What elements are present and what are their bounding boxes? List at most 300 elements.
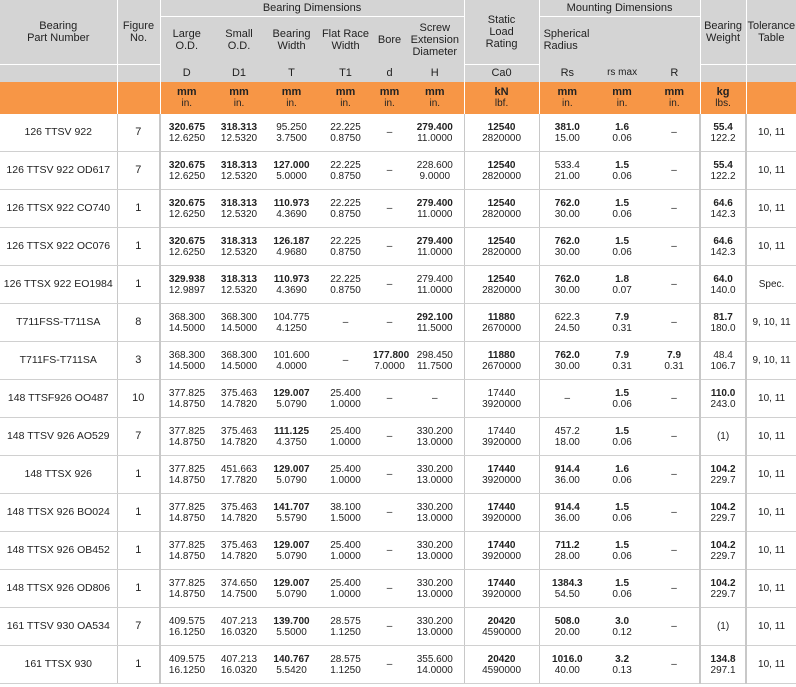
cell-weight — [700, 456, 746, 494]
value-metric: 28.575 — [330, 653, 361, 665]
cell-screw-ext-dia — [406, 608, 464, 646]
cell-bore — [373, 456, 406, 494]
value-imperial: 18.00 — [554, 436, 580, 448]
cell-bearing-width — [265, 456, 318, 494]
cell-flat-race-width — [318, 114, 373, 152]
value-imperial: 229.7 — [710, 550, 736, 562]
value-metric: 377.825 — [168, 501, 206, 513]
value-imperial: 0.8750 — [330, 246, 361, 258]
cell-small-od — [213, 532, 265, 570]
cell-figure-no: 7 — [117, 418, 160, 456]
table-body — [0, 114, 796, 684]
value-metric: 129.007 — [273, 387, 310, 399]
value-imperial: 40.00 — [554, 664, 580, 676]
value-metric: 17440 — [487, 539, 516, 551]
value-metric: 381.0 — [554, 121, 580, 133]
cell-bore — [373, 342, 410, 380]
cell-figure-no: 7 — [117, 114, 160, 152]
cell-rs-max — [595, 646, 649, 684]
cell-flat-race-width — [318, 228, 373, 266]
value-metric: 377.825 — [168, 577, 206, 589]
cell-large-od — [160, 570, 213, 608]
cell-part-number: 161 TTSX 930 — [0, 646, 117, 684]
cell-flat-race-width — [318, 304, 373, 342]
value-imperial: 17.7820 — [220, 474, 258, 486]
cell-bore — [373, 304, 406, 342]
cell-static-load — [464, 494, 539, 532]
symbol-Ca0: Ca0 — [464, 64, 539, 82]
value-imperial: 229.7 — [710, 512, 736, 524]
cell-bearing-width — [265, 418, 318, 456]
cell-rs-max — [595, 304, 649, 342]
cell-screw-ext-dia — [406, 190, 464, 228]
value-imperial: 4.1250 — [276, 322, 307, 334]
cell-part-number: 148 TTSV 926 AO529 — [0, 418, 117, 456]
cell-tolerance-table: 9, 10, 11 — [746, 304, 796, 342]
cell-static-load — [464, 152, 539, 190]
cell-spherical-radius — [539, 190, 595, 228]
value-imperial: 243.0 — [710, 398, 736, 410]
value-imperial: 3920000 — [482, 512, 522, 524]
cell-figure-no: 7 — [117, 608, 160, 646]
value-imperial: 16.1250 — [168, 626, 206, 638]
value-imperial: 12.5320 — [220, 170, 258, 182]
value-imperial: 14.5000 — [168, 360, 206, 372]
value-imperial: 3920000 — [482, 436, 522, 448]
value-metric: 7.9 — [667, 349, 682, 361]
cell-weight — [700, 418, 746, 456]
header-small-od: Small O.D. — [213, 16, 265, 64]
value-metric: 1.5 — [615, 235, 630, 247]
value-metric: 407.213 — [220, 653, 258, 665]
value-metric: 375.463 — [220, 387, 258, 399]
cell-rs-max — [595, 532, 649, 570]
cell-bore — [373, 190, 406, 228]
header-blank-2 — [649, 16, 700, 64]
cell-large-od — [160, 228, 213, 266]
cell-spherical-radius — [539, 456, 595, 494]
value-metric: 129.007 — [273, 463, 310, 475]
value-metric: 111.125 — [273, 425, 310, 437]
units-d: mm in. — [373, 82, 406, 114]
cell-screw-ext-dia — [406, 266, 464, 304]
cell-flat-race-width — [318, 380, 373, 418]
value-metric: – — [386, 659, 393, 670]
cell-spherical-radius — [539, 304, 595, 342]
value-imperial: 5.5420 — [276, 664, 307, 676]
value-imperial: 0.06 — [612, 398, 632, 410]
value-imperial: 24.50 — [554, 322, 580, 334]
value-metric: 508.0 — [554, 615, 580, 627]
cell-flat-race-width — [318, 418, 373, 456]
value-metric: – — [386, 165, 393, 176]
header-group-mounting-dimensions: Mounting Dimensions — [539, 0, 700, 16]
cell-large-od — [160, 494, 213, 532]
cell-small-od — [213, 608, 265, 646]
value-metric: 762.0 — [554, 273, 580, 285]
cell-rs-max — [595, 266, 649, 304]
value-metric: 55.4 — [713, 159, 733, 171]
cell-flat-race-width — [318, 494, 373, 532]
value-metric: – — [386, 203, 393, 214]
cell-flat-race-width — [318, 342, 373, 380]
cell-r — [649, 646, 700, 684]
value-imperial: 2820000 — [482, 246, 522, 258]
value-metric: 25.400 — [330, 539, 361, 551]
cell-static-load — [464, 342, 539, 380]
cell-large-od — [160, 418, 213, 456]
value-imperial: 13.0000 — [416, 626, 453, 638]
cell-weight — [700, 152, 746, 190]
header-group-bearing-dimensions: Bearing Dimensions — [160, 0, 464, 16]
value-imperial: 5.0000 — [276, 170, 307, 182]
value-imperial: 14.5000 — [220, 322, 258, 334]
symbol-blank-4 — [746, 64, 796, 82]
cell-weight — [700, 532, 746, 570]
value-imperial: 4.9680 — [276, 246, 307, 258]
value-imperial: 13.0000 — [416, 474, 453, 486]
value-imperial: 5.5790 — [276, 512, 307, 524]
cell-weight — [700, 494, 746, 532]
value-metric: 12540 — [487, 197, 516, 209]
symbol-rs-max: rs max — [595, 64, 649, 82]
value-metric: 25.400 — [330, 387, 361, 399]
value-imperial: 0.12 — [612, 626, 632, 638]
value-imperial: 3920000 — [482, 474, 522, 486]
value-imperial: 1.0000 — [330, 436, 361, 448]
value-imperial: 30.00 — [554, 360, 580, 372]
units-R: mm in. — [649, 82, 700, 114]
cell-large-od — [160, 342, 213, 380]
value-imperial: 4.3750 — [276, 436, 307, 448]
cell-spherical-radius — [539, 570, 595, 608]
value-metric: 110.0 — [710, 387, 736, 399]
value-imperial: 21.00 — [554, 170, 580, 182]
cell-screw-ext-dia — [406, 646, 464, 684]
units-D1: mm in. — [213, 82, 265, 114]
value-metric: 22.225 — [330, 121, 361, 133]
value-metric: 533.4 — [554, 159, 580, 171]
cell-bore — [373, 152, 406, 190]
cell-screw-ext-dia — [406, 570, 464, 608]
value-metric: 127.000 — [273, 159, 310, 171]
value-imperial: 180.0 — [710, 322, 736, 334]
cell-weight — [700, 608, 746, 646]
cell-figure-no: 10 — [117, 380, 160, 418]
cell-flat-race-width — [318, 646, 373, 684]
value-metric: 407.213 — [220, 615, 258, 627]
value-metric: 129.007 — [273, 577, 310, 589]
value-metric: – — [671, 393, 677, 404]
cell-rs-max — [595, 418, 649, 456]
cell-weight — [700, 646, 746, 684]
symbol-blank-1 — [0, 64, 117, 82]
value-metric: 64.6 — [713, 197, 733, 209]
value-metric: 914.4 — [554, 463, 580, 475]
value-imperial: 0.31 — [612, 360, 632, 372]
value-metric: 318.313 — [220, 159, 258, 171]
value-metric: 622.3 — [554, 311, 580, 323]
cell-tolerance-table: Spec. — [746, 266, 796, 304]
value-metric: – — [671, 621, 677, 632]
cell-weight — [700, 380, 746, 418]
value-imperial: 0.8750 — [330, 208, 361, 220]
cell-rs-max — [595, 114, 649, 152]
cell-tolerance-table: 10, 11 — [746, 380, 796, 418]
value-imperial: 140.0 — [710, 284, 736, 296]
value-metric: 64.0 — [713, 273, 733, 285]
value-imperial: 15.00 — [554, 132, 580, 144]
units-row — [0, 82, 796, 114]
value-imperial: 9.0000 — [419, 170, 451, 182]
cell-tolerance-table: 10, 11 — [746, 494, 796, 532]
cell-r — [649, 114, 700, 152]
value-imperial: 14.8750 — [168, 398, 206, 410]
cell-tolerance-table: 10, 11 — [746, 570, 796, 608]
cell-part-number: 148 TTSX 926 OB452 — [0, 532, 117, 570]
cell-part-number: 126 TTSV 922 OD617 — [0, 152, 117, 190]
value-imperial: 3920000 — [482, 398, 522, 410]
value-imperial: 12.9897 — [168, 284, 206, 296]
value-metric: 101.600 — [273, 349, 310, 361]
value-imperial: 0.06 — [612, 512, 632, 524]
value-metric: 377.825 — [168, 387, 206, 399]
cell-bore — [373, 646, 406, 684]
cell-screw-ext-dia — [406, 494, 464, 532]
value-metric: 457.2 — [554, 425, 580, 437]
cell-tolerance-table: 10, 11 — [746, 646, 796, 684]
cell-bearing-width — [265, 494, 318, 532]
value-metric: 12540 — [487, 235, 516, 247]
cell-part-number: 161 TTSV 930 OA534 — [0, 608, 117, 646]
value-imperial: 14.0000 — [416, 664, 453, 676]
cell-small-od — [213, 152, 265, 190]
cell-screw-ext-dia — [406, 152, 464, 190]
value-imperial: 14.8750 — [168, 512, 206, 524]
value-imperial: 30.00 — [554, 284, 580, 296]
value-metric: 22.225 — [330, 159, 361, 171]
value-imperial: 1.5000 — [330, 512, 361, 524]
units-rs-max: mm in. — [595, 82, 649, 114]
cell-bore — [373, 418, 406, 456]
symbol-d: d — [373, 64, 406, 82]
value-imperial: 122.2 — [710, 170, 736, 182]
value-metric: 64.6 — [713, 235, 733, 247]
value-imperial: 12.5320 — [220, 132, 258, 144]
value-imperial: 0.06 — [612, 208, 632, 220]
value-metric: 22.225 — [330, 197, 361, 209]
cell-large-od — [160, 532, 213, 570]
value-metric: – — [671, 165, 677, 176]
cell-bore — [373, 494, 406, 532]
cell-weight — [700, 342, 746, 380]
cell-bore — [373, 532, 406, 570]
cell-part-number: 148 TTSX 926 OD806 — [0, 570, 117, 608]
value-metric: 11880 — [487, 311, 516, 323]
cell-figure-no: 1 — [117, 456, 160, 494]
value-metric: 330.200 — [416, 501, 453, 513]
value-metric: 1.5 — [615, 539, 630, 551]
header-spherical-radius: Spherical Radius — [539, 16, 595, 64]
table-row — [0, 304, 796, 342]
cell-r — [649, 342, 700, 380]
value-metric: 368.300 — [220, 349, 258, 361]
units-weight: kg lbs. — [700, 82, 746, 114]
value-imperial: 14.7820 — [220, 550, 258, 562]
table-row — [0, 380, 796, 418]
cell-large-od — [160, 266, 213, 304]
value-metric: 104.2 — [710, 539, 736, 551]
cell-bore — [373, 608, 406, 646]
value-imperial: 30.00 — [554, 246, 580, 258]
value-imperial: 4.0000 — [276, 360, 307, 372]
value-metric: – — [671, 431, 677, 442]
symbol-blank-2 — [117, 64, 160, 82]
cell-flat-race-width — [318, 570, 373, 608]
value-metric: 81.7 — [713, 311, 733, 323]
cell-tolerance-table: 10, 11 — [746, 152, 796, 190]
cell-static-load — [464, 608, 539, 646]
cell-large-od — [160, 190, 213, 228]
symbol-T1: T1 — [318, 64, 373, 82]
cell-figure-no: 7 — [117, 152, 160, 190]
symbol-D: D — [160, 64, 213, 82]
value-imperial: 14.5000 — [168, 322, 206, 334]
value-metric: 12540 — [487, 121, 516, 133]
cell-weight — [700, 114, 746, 152]
cell-small-od — [213, 342, 265, 380]
cell-rs-max — [595, 456, 649, 494]
value-imperial: 14.8750 — [168, 550, 206, 562]
value-metric: 139.700 — [273, 615, 310, 627]
value-imperial: 11.0000 — [417, 246, 453, 258]
cell-screw-ext-dia — [406, 304, 464, 342]
value-imperial: 2820000 — [482, 284, 522, 296]
value-metric: 279.400 — [416, 121, 453, 133]
cell-small-od — [213, 304, 265, 342]
units-blank-3 — [746, 82, 796, 114]
cell-small-od — [213, 380, 265, 418]
value-imperial: 1.0000 — [330, 588, 361, 600]
value-metric: – — [386, 393, 393, 404]
cell-part-number: 148 TTSX 926 BO024 — [0, 494, 117, 532]
cell-screw-ext-dia — [406, 342, 464, 380]
cell-static-load — [464, 266, 539, 304]
cell-tolerance-table: 10, 11 — [746, 114, 796, 152]
cell-figure-no: 8 — [117, 304, 160, 342]
value-metric: 22.225 — [330, 273, 361, 285]
value-imperial: 11.7500 — [417, 360, 453, 372]
cell-part-number: 126 TTSV 922 — [0, 114, 117, 152]
value-metric: 1.6 — [615, 463, 630, 475]
cell-tolerance-table: 10, 11 — [746, 190, 796, 228]
value-metric: 1016.0 — [552, 653, 583, 665]
value-metric: 3.0 — [615, 615, 630, 627]
value-metric: (1) — [716, 431, 730, 442]
header-figure-no: Figure No. — [117, 0, 160, 64]
cell-small-od — [213, 494, 265, 532]
value-metric: 330.200 — [416, 425, 453, 437]
cell-figure-no: 3 — [117, 342, 160, 380]
value-imperial: 28.00 — [554, 550, 580, 562]
value-metric: – — [342, 355, 349, 366]
cell-static-load — [464, 570, 539, 608]
value-imperial: 0.06 — [612, 474, 632, 486]
header-static-load-rating: Static Load Rating — [464, 0, 539, 64]
cell-weight — [700, 228, 746, 266]
units-T1: mm in. — [318, 82, 373, 114]
cell-large-od — [160, 456, 213, 494]
table-row — [0, 418, 796, 456]
value-metric: 104.2 — [710, 501, 736, 513]
value-imperial: 0.06 — [612, 436, 632, 448]
header-bore: Bore — [373, 16, 406, 64]
value-metric: 711.2 — [555, 539, 580, 551]
value-metric: – — [386, 621, 393, 632]
cell-screw-ext-dia — [406, 228, 464, 266]
value-metric: 141.707 — [273, 501, 310, 513]
value-metric: 409.575 — [168, 653, 206, 665]
value-imperial: 142.3 — [710, 246, 736, 258]
table-row — [0, 646, 796, 684]
value-metric: 279.400 — [416, 197, 453, 209]
table-row — [0, 266, 796, 304]
cell-spherical-radius — [539, 266, 595, 304]
value-imperial: 36.00 — [554, 512, 580, 524]
cell-flat-race-width — [318, 532, 373, 570]
cell-spherical-radius — [539, 494, 595, 532]
value-imperial: 5.0790 — [276, 550, 307, 562]
value-metric: – — [386, 507, 393, 518]
cell-r — [649, 494, 700, 532]
value-metric: – — [386, 583, 393, 594]
cell-r — [649, 304, 700, 342]
value-imperial: 5.0790 — [276, 398, 307, 410]
cell-large-od — [160, 608, 213, 646]
value-metric: 368.300 — [168, 311, 206, 323]
value-imperial: 0.06 — [612, 132, 632, 144]
value-imperial: 5.0790 — [276, 588, 307, 600]
value-metric: – — [671, 469, 677, 480]
value-metric: 1384.3 — [552, 577, 583, 589]
cell-r — [649, 532, 700, 570]
cell-small-od — [213, 266, 265, 304]
header-large-od: Large O.D. — [160, 16, 213, 64]
cell-bore — [373, 114, 406, 152]
value-metric: – — [386, 317, 393, 328]
value-imperial: 12.6250 — [168, 132, 206, 144]
value-metric: 110.973 — [273, 273, 310, 285]
value-imperial: 11.0000 — [417, 132, 453, 144]
value-imperial: 1.1250 — [330, 664, 361, 676]
value-imperial: 0.06 — [612, 588, 632, 600]
value-metric: 95.250 — [276, 121, 307, 133]
value-metric: – — [671, 241, 677, 252]
value-metric: 110.973 — [273, 197, 310, 209]
table-row — [0, 342, 796, 380]
value-metric: 374.650 — [220, 577, 258, 589]
units-H: mm in. — [406, 82, 464, 114]
cell-weight — [700, 266, 746, 304]
cell-flat-race-width — [318, 190, 373, 228]
symbol-H: H — [406, 64, 464, 82]
value-imperial: 2670000 — [482, 322, 522, 334]
value-metric: 320.675 — [168, 235, 206, 247]
cell-tolerance-table: 10, 11 — [746, 456, 796, 494]
value-metric: 279.400 — [416, 273, 453, 285]
table-row — [0, 570, 796, 608]
value-metric: 375.463 — [220, 539, 258, 551]
